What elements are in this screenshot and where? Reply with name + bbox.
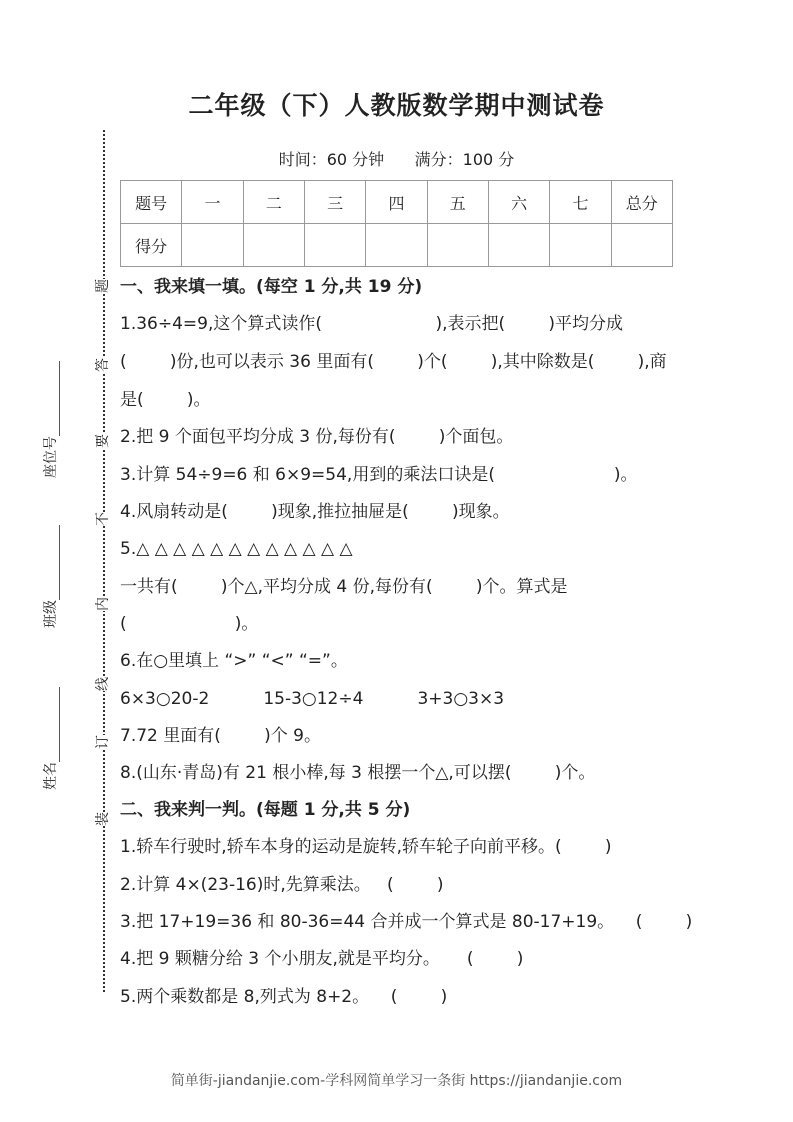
score-table	[120, 180, 673, 267]
section-heading: 二、我来判一判。(每题 1 分,共 5 分)	[120, 800, 411, 820]
table-header-cell: 七	[550, 181, 611, 224]
field-label: 班级	[43, 600, 59, 628]
score-cell[interactable]	[366, 224, 427, 267]
question-line: 一共有( )个△,平均分成 4 份,每份有( )个。算式是	[120, 577, 568, 597]
field-label: 姓名	[43, 762, 59, 790]
field-underline[interactable]	[45, 525, 60, 600]
question-line: 1.36÷4=9,这个算式读作( ),表示把( )平均分成	[120, 314, 624, 334]
question-line: 3.把 17+19=36 和 80-36=44 合并成一个算式是 80-17+19。 ( )	[120, 912, 693, 932]
table-header-cell: 六	[488, 181, 549, 224]
table-header-cell: 总分	[611, 181, 672, 224]
field-underline[interactable]	[45, 361, 60, 436]
student-field[interactable]	[40, 361, 60, 478]
question-line: ( )。	[120, 614, 259, 634]
question-line: 2.计算 4×(23-16)时,先算乘法。 ( )	[120, 875, 444, 895]
table-header-cell: 一	[182, 181, 243, 224]
binding-char: 题	[90, 279, 114, 293]
binding-line	[103, 130, 105, 992]
score-cell[interactable]	[182, 224, 243, 267]
binding-char: 答	[90, 358, 114, 372]
table-header-cell: 四	[366, 181, 427, 224]
score-cell[interactable]	[550, 224, 611, 267]
question-line: 是( )。	[120, 390, 211, 410]
question-line: 6×3○20-2 15-3○12÷4 3+3○3×3	[120, 689, 505, 709]
field-underline[interactable]	[45, 687, 60, 762]
binding-char: 装	[90, 812, 114, 826]
table-header-cell: 题号	[121, 181, 182, 224]
question-line: 5.两个乘数都是 8,列式为 8+2。 ( )	[120, 987, 448, 1007]
question-line: 7.72 里面有( )个 9。	[120, 726, 321, 746]
question-line: 2.把 9 个面包平均分成 3 份,每份有( )个面包。	[120, 427, 514, 447]
question-line: 4.把 9 颗糖分给 3 个小朋友,就是平均分。 ( )	[120, 949, 524, 969]
score-cell[interactable]	[611, 224, 672, 267]
score-cell[interactable]	[243, 224, 304, 267]
question-line: ( )份,也可以表示 36 里面有( )个( ),其中除数是( ),商	[120, 352, 667, 372]
table-header-cell: 三	[304, 181, 365, 224]
binding-char: 订	[90, 735, 114, 749]
table-header-cell: 二	[243, 181, 304, 224]
binding-char: 要	[90, 434, 114, 448]
student-field[interactable]	[40, 525, 60, 628]
student-field[interactable]	[40, 687, 60, 790]
table-row-label: 得分	[121, 224, 182, 267]
question-line: 3.计算 54÷9=6 和 6×9=54,用到的乘法口诀是( )。	[120, 465, 638, 485]
question-line: 5.△ △ △ △ △ △ △ △ △ △ △ △	[120, 539, 353, 559]
question-line: 6.在○里填上 “>” “<” “=”。	[120, 651, 348, 671]
binding-char: 不	[90, 512, 114, 526]
binding-char: 线	[90, 677, 114, 691]
page-title: 二年级（下）人教版数学期中测试卷	[188, 91, 605, 120]
question-line: 1.轿车行驶时,轿车本身的运动是旋转,轿车轮子向前平移。( )	[120, 837, 612, 857]
footer: 简单街-jiandanjie.com-学科网简单学习一条街 https://jiandanjie.com	[170, 1073, 623, 1089]
section-heading: 一、我来填一填。(每空 1 分,共 19 分)	[120, 277, 423, 297]
score-cell[interactable]	[304, 224, 365, 267]
exam-info: 时间：60 分钟 满分：100 分	[278, 150, 515, 169]
score-cell[interactable]	[427, 224, 488, 267]
field-label: 座位号	[43, 436, 59, 478]
table-header-cell: 五	[427, 181, 488, 224]
binding-char: 内	[90, 597, 114, 611]
score-cell[interactable]	[488, 224, 549, 267]
question-line: 4.风扇转动是( )现象,推拉抽屉是( )现象。	[120, 502, 510, 522]
question-line: 8.(山东·青岛)有 21 根小棒,每 3 根摆一个△,可以摆( )个。	[120, 763, 596, 783]
